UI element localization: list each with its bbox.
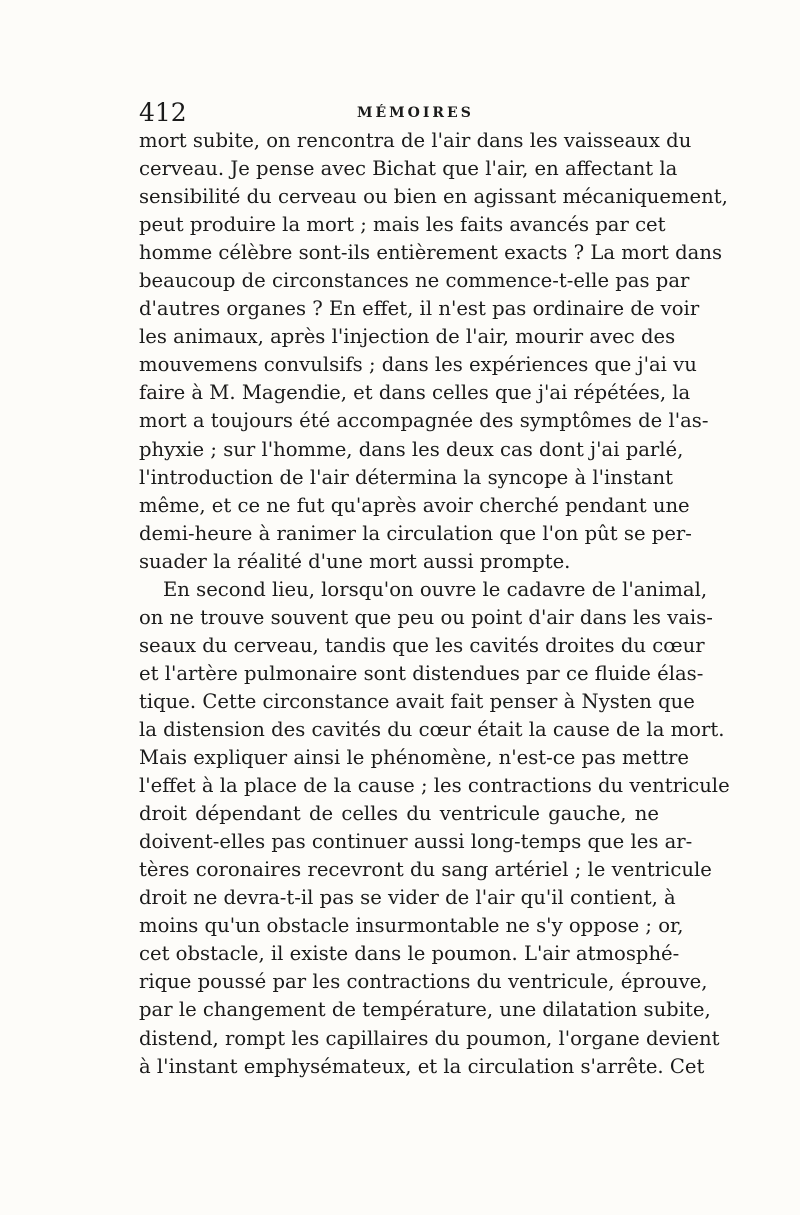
text-line: seaux du cerveau, tandis que les cavités droites du cœur [139,633,705,657]
running-head: MÉMOIRES [357,105,474,121]
text-line: phyxie ; sur l'homme, dans les deux cas dont j'ai parlé, [139,437,684,461]
text-line: d'autres organes ? En effet, il n'est pas ordinaire de voir [139,297,700,321]
text-line: doivent-elles pas continuer aussi long-temps que les ar- [139,830,693,854]
text-line: l'introduction de l'air détermina la syncope à l'instant [139,465,674,489]
text-line: même, et ce ne fut qu'après avoir cherché pendant une [139,493,690,517]
text-line: cerveau. Je pense avec Bichat que l'air, en affectant la [139,157,678,181]
text-line: la distension des cavités du cœur était la cause de la mort. [139,717,725,741]
text-line: mouvemens convulsifs ; dans les expériences que j'ai vu [139,353,697,377]
text-line: homme célèbre sont-ils entièrement exacts ? La mort dans [139,241,723,265]
text-line: tères coronaires recevront du sang artériel ; le ventricule [139,858,712,882]
text-line: Mais expliquer ainsi le phénomène, n'est-ce pas mettre [139,746,689,770]
text-line: demi-heure à ranimer la circulation que l'on pût se per- [139,521,692,545]
text-line: rique poussé par les contractions du ventricule, éprouve, [139,970,708,994]
text-line: tique. Cette circonstance avait fait penser à Nysten que [139,689,695,713]
text-line: droit dépendant de celles du ventricule gauche, ne [139,802,659,826]
page-header [139,96,659,130]
text-line: cet obstacle, il existe dans le poumon. L'air atmosphé- [139,942,680,966]
text-line: mort a toujours été accompagnée des symptômes de l'as- [139,409,709,433]
text-line: droit ne devra-t-il pas se vider de l'air qu'il contient, à [139,886,676,910]
text-line: on ne trouve souvent que peu ou point d'air dans les vais- [139,605,713,629]
text-line: distend, rompt les capillaires du poumon, l'organe devient [139,1026,720,1050]
text-line: à l'instant emphysémateux, et la circulation s'arrête. Cet [139,1054,705,1078]
text-line: mort subite, on rencontra de l'air dans les vaisseaux du [139,129,692,152]
text-line: sensibilité du cerveau ou bien en agissant mécaniquement, [139,185,728,209]
text-line: peut produire la mort ; mais les faits avancés par cet [139,213,666,237]
body-text [139,127,730,1081]
text-line: par le changement de température, une dilatation subite, [139,998,711,1022]
text-line: l'effet à la place de la cause ; les contractions du ventricule [139,774,730,798]
text-line: moins qu'un obstacle insurmontable ne s'y oppose ; or, [139,914,684,938]
text-line: beaucoup de circonstances ne commence-t-elle pas par [139,269,690,293]
text-line: En second lieu, lorsqu'on ouvre le cadavre de l'animal, [163,577,708,601]
page-number: 412 [139,98,187,127]
text-line: les animaux, après l'injection de l'air, mourir avec des [139,325,676,349]
text-line: et l'artère pulmonaire sont distendues par ce fluide élas- [139,661,704,685]
text-line: faire à M. Magendie, et dans celles que j'ai répétées, la [139,381,691,405]
text-line: suader la réalité d'une mort aussi prompte. [139,549,571,573]
